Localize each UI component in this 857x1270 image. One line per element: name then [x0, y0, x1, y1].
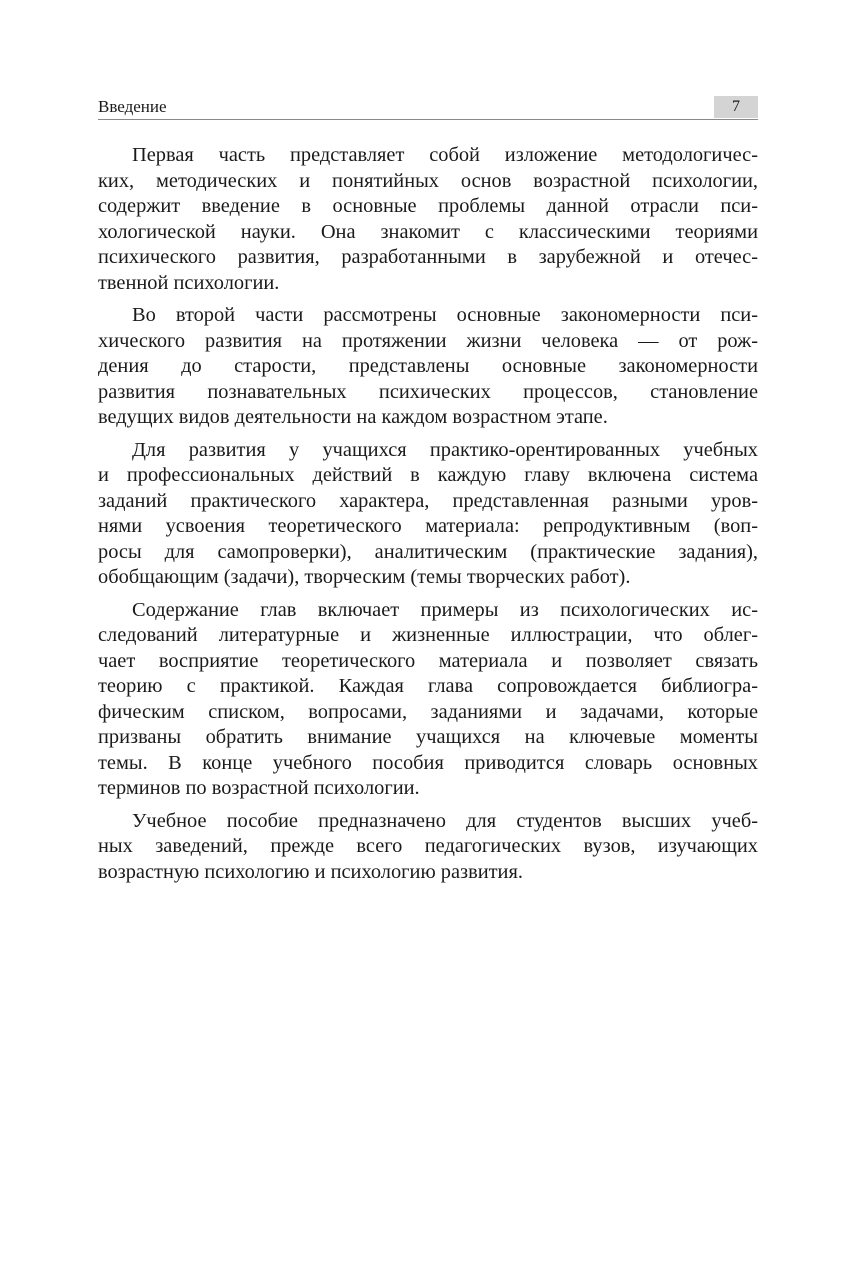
paragraph [98, 598, 758, 802]
text-line: чает восприятие теоретического материала и позволяет связать [98, 649, 758, 672]
text-line: Первая часть представляет собой изложение методологичес- [132, 144, 758, 166]
text-line: ных заведений, прежде всего педагогических вузов, изучающих [98, 835, 758, 857]
running-header [98, 92, 758, 120]
text-line: обобщающим (задачи), творческим (темы творческих работ). [98, 566, 631, 588]
text-line: заданий практического характера, представленная разными уров- [98, 489, 758, 512]
text-line: ведущих видов деятельности на каждом возрастном этапе. [98, 406, 608, 428]
text-line: Для развития у учащихся практико-орентированных учебных [132, 438, 758, 461]
text-line: призваны обратить внимание учащихся на ключевые моменты [98, 726, 758, 748]
text-line: содержит введение в основные проблемы данной отрасли пси- [98, 195, 758, 217]
text-line: теорию с практикой. Каждая глава сопровождается библиогра- [98, 675, 758, 697]
paragraph [98, 809, 758, 886]
text-line: дения до старости, представлены основные закономерности [98, 355, 758, 377]
text-line: психического развития, разработанными в зарубежной и отечес- [98, 246, 758, 268]
text-line: развития познавательных психических процессов, становление [98, 380, 758, 403]
text-line: хологической науки. Она знакомит с классическими теориями [98, 220, 758, 243]
text-line: темы. В конце учебного пособия приводится словарь основных [98, 751, 758, 774]
text-line: росы для самопроверки), аналитическим (практические задания), [98, 540, 758, 563]
text-line: Во второй части рассмотрены основные закономерности пси- [132, 304, 758, 326]
text-line: терминов по возрастной психологии. [98, 777, 420, 799]
text-line: ких, методических и понятийных основ возрастной психологии, [98, 169, 758, 192]
text-line: нями усвоения теоретического материала: репродуктивным (воп- [98, 515, 758, 537]
text-line: следований литературные и жизненные иллюстрации, что облег- [98, 624, 758, 646]
paragraph [98, 303, 758, 431]
text-line: твенной психологии. [98, 271, 280, 294]
text-line: возрастную психологию и психологию развития. [98, 860, 523, 883]
text-line: Учебное пособие предназначено для студентов высших учеб- [132, 809, 758, 832]
text-line: хического развития на протяжении жизни человека — от рож- [98, 329, 758, 352]
section-title: Введение [98, 97, 167, 116]
page-number: 7 [714, 96, 758, 118]
body-text [98, 143, 758, 885]
text-line: и профессиональных действий в каждую главу включена система [98, 464, 758, 486]
paragraph [98, 438, 758, 591]
book-page [98, 92, 758, 892]
paragraph [98, 143, 758, 296]
text-line: Содержание глав включает примеры из психологических ис- [132, 598, 758, 621]
text-line: фическим списком, вопросами, заданиями и задачами, которые [98, 700, 758, 723]
